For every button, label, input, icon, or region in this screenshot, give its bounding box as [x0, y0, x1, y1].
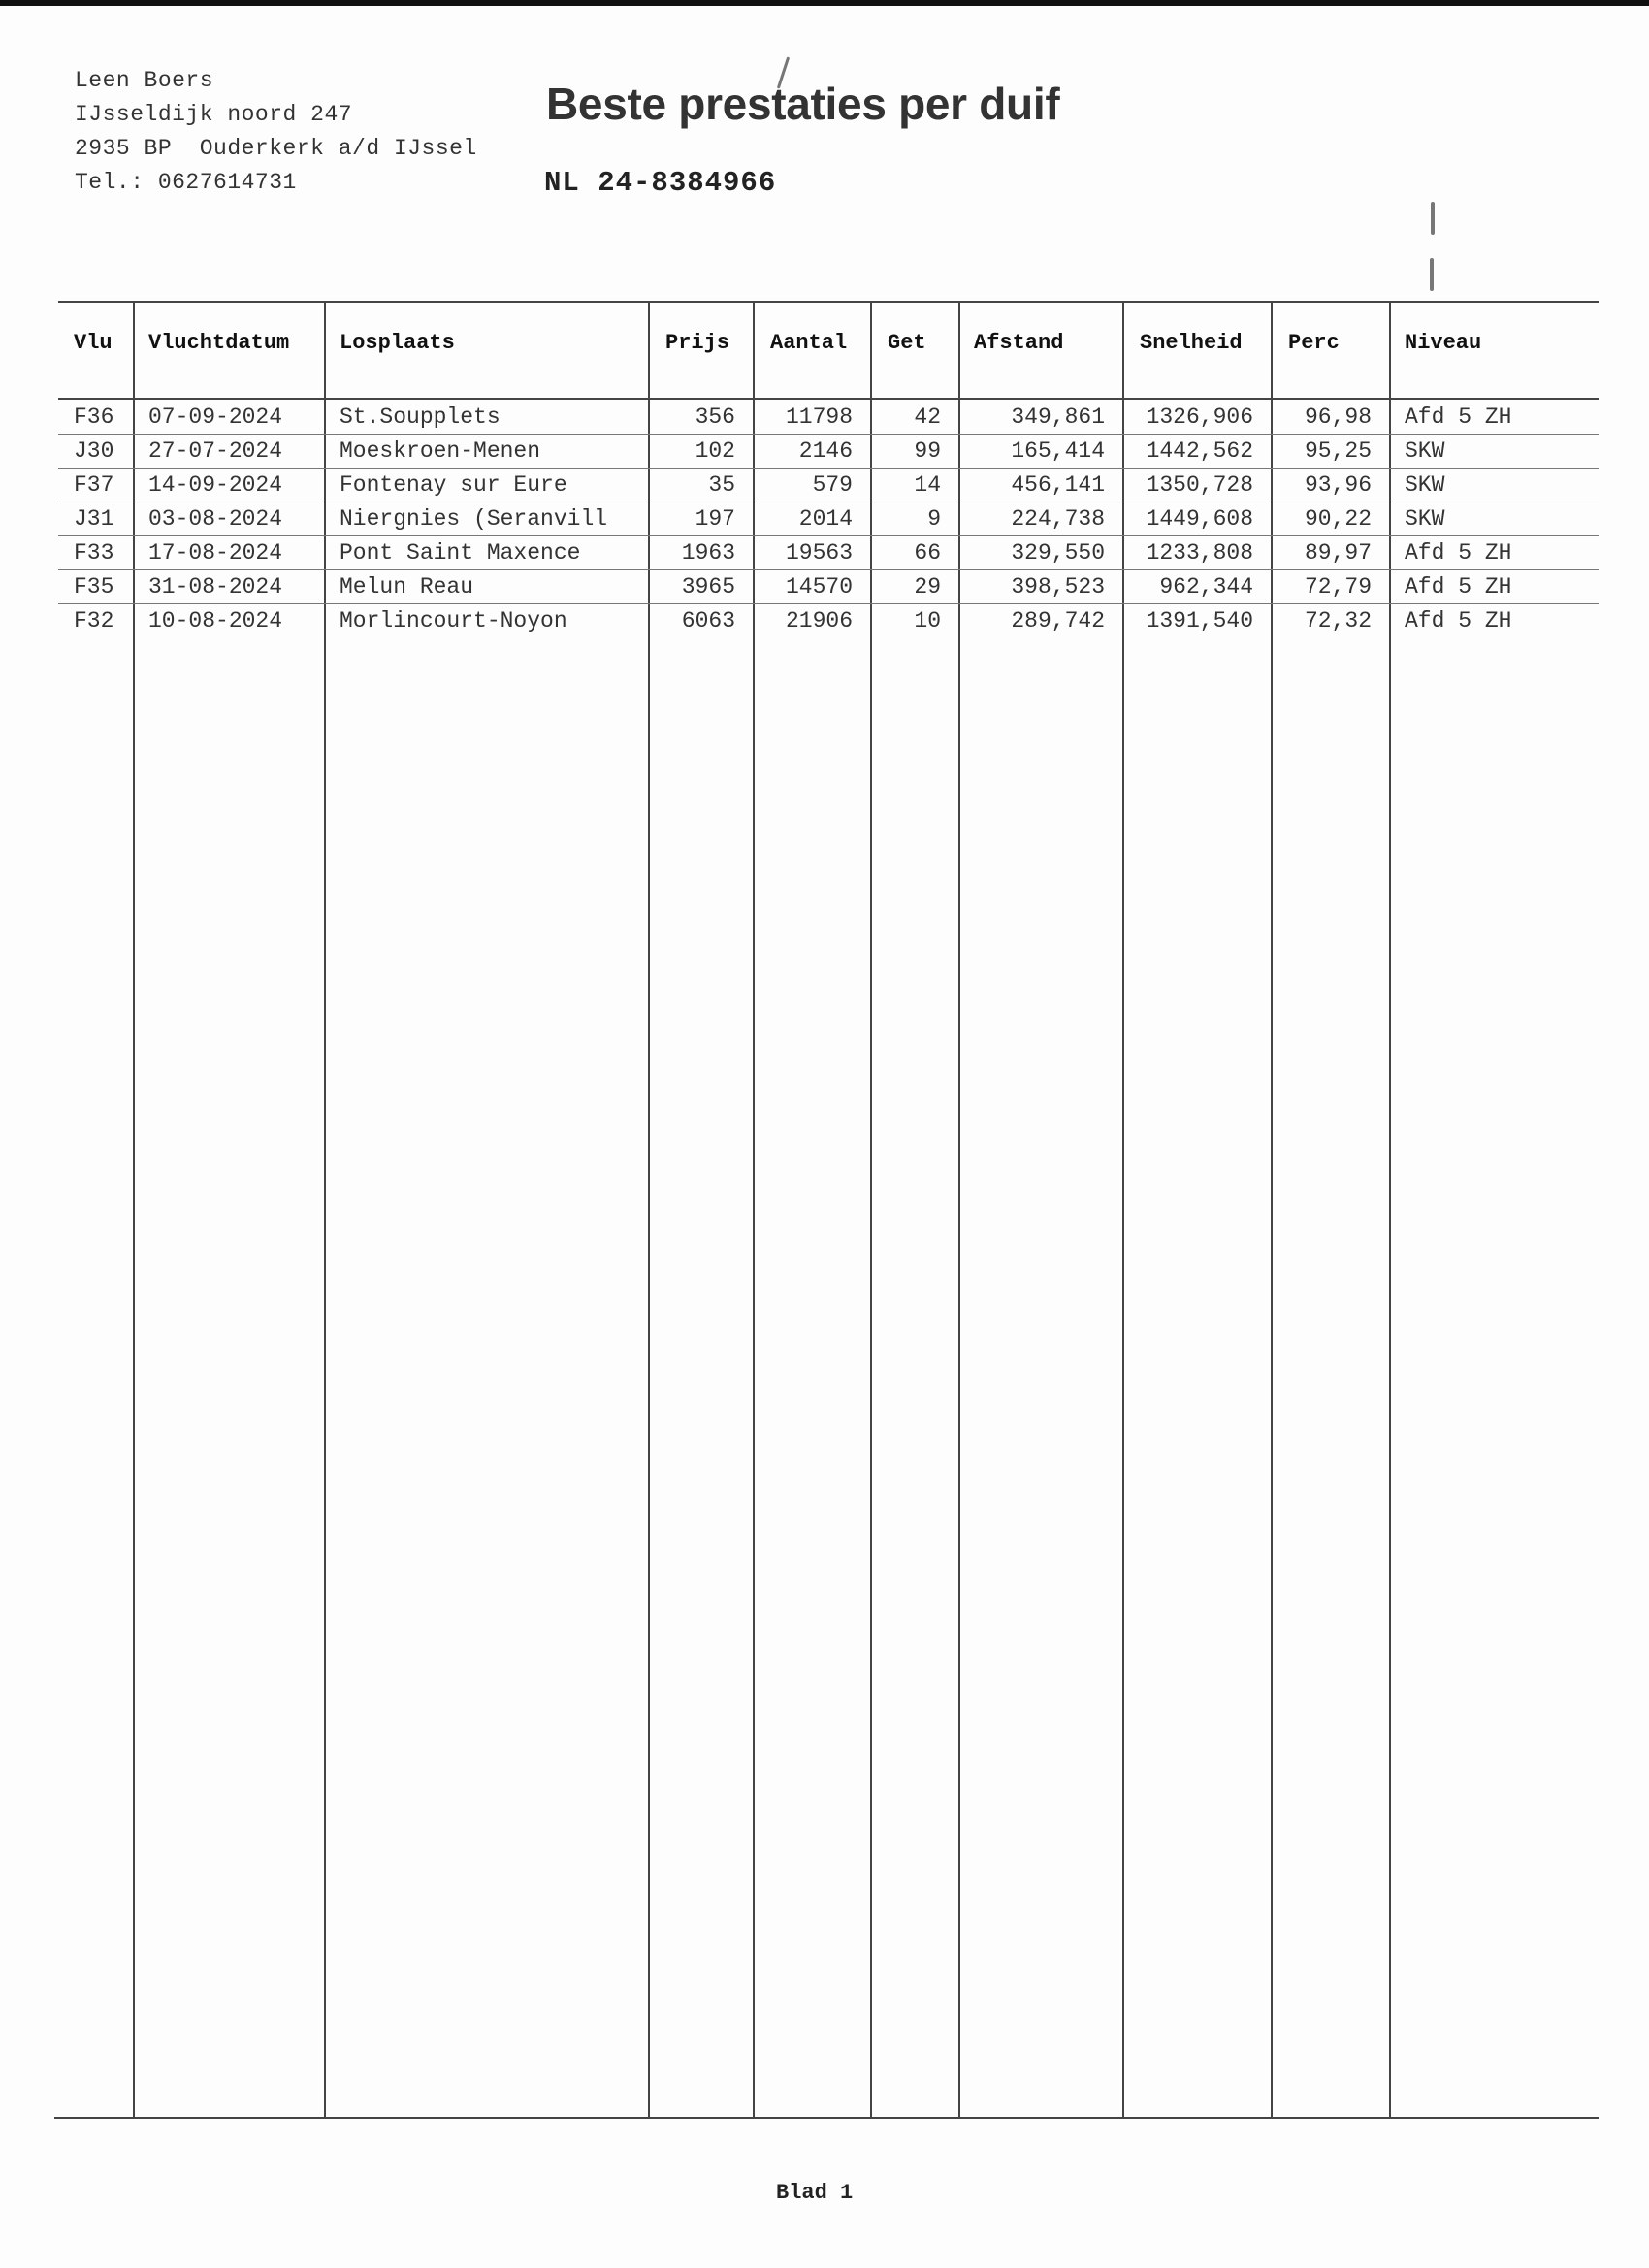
scan-top-edge	[0, 0, 1649, 6]
cell-snelheid: 1449,608	[1146, 506, 1253, 532]
cell-afstand: 224,738	[1011, 506, 1105, 532]
cell-afstand: 289,742	[1011, 608, 1105, 633]
cell-snelheid: 1350,728	[1146, 472, 1253, 498]
cell-perc: 90,22	[1304, 506, 1372, 532]
cell-losplaats: Melun Reau	[340, 574, 474, 599]
cell-vlu: F33	[74, 540, 114, 566]
cell-aantal: 19563	[785, 540, 853, 566]
cell-prijs: 102	[695, 438, 735, 464]
row-separator	[58, 434, 1599, 435]
cell-aantal: 2014	[798, 506, 853, 532]
cell-snelheid: 1391,540	[1146, 608, 1253, 633]
table-row	[58, 603, 1599, 637]
cell-perc: 95,25	[1304, 438, 1372, 464]
column-divider	[1271, 301, 1273, 2117]
cell-prijs: 1963	[681, 540, 735, 566]
cell-get: 42	[914, 405, 941, 430]
header-aantal: Aantal	[770, 331, 848, 355]
cell-get: 66	[914, 540, 941, 566]
cell-prijs: 197	[695, 506, 735, 532]
table-row	[58, 535, 1599, 569]
cell-aantal: 579	[812, 472, 853, 498]
cell-afstand: 398,523	[1011, 574, 1105, 599]
cell-aantal: 11798	[785, 405, 853, 430]
cell-perc: 96,98	[1304, 405, 1372, 430]
header-prijs: Prijs	[665, 331, 730, 355]
cell-niveau: Afd 5 ZH	[1405, 405, 1512, 430]
table-top-border	[58, 301, 1599, 303]
cell-vlu: F35	[74, 574, 114, 599]
column-divider	[1122, 301, 1124, 2117]
cell-prijs: 35	[708, 472, 735, 498]
row-separator	[58, 603, 1599, 604]
cell-snelheid: 962,344	[1159, 574, 1253, 599]
table-row	[58, 502, 1599, 535]
page-title: Beste prestaties per duif	[546, 79, 1060, 129]
header-snelheid: Snelheid	[1140, 331, 1243, 355]
cell-get: 29	[914, 574, 941, 599]
header-vlu: Vlu	[74, 331, 113, 355]
cell-vlu: F36	[74, 405, 114, 430]
column-divider	[133, 301, 135, 2117]
owner-name: Leen Boers	[75, 68, 214, 93]
cell-get: 14	[914, 472, 941, 498]
header-get: Get	[888, 331, 926, 355]
cell-get: 99	[914, 438, 941, 464]
cell-aantal: 2146	[798, 438, 853, 464]
cell-prijs: 356	[695, 405, 735, 430]
cell-niveau: SKW	[1405, 472, 1445, 498]
cell-aantal: 14570	[785, 574, 853, 599]
cell-vlu: F37	[74, 472, 114, 498]
cell-aantal: 21906	[785, 608, 853, 633]
cell-snelheid: 1326,906	[1146, 405, 1253, 430]
cell-perc: 72,32	[1304, 608, 1372, 633]
cell-losplaats: Fontenay sur Eure	[340, 472, 567, 498]
cell-vlu: J30	[74, 438, 114, 464]
cell-afstand: 456,141	[1011, 472, 1105, 498]
cell-prijs: 6063	[681, 608, 735, 633]
table-row	[58, 468, 1599, 502]
table-row	[58, 400, 1599, 434]
row-separator	[58, 468, 1599, 469]
cell-vluchtdatum: 07-09-2024	[148, 405, 283, 430]
cell-vluchtdatum: 31-08-2024	[148, 574, 283, 599]
cell-vluchtdatum: 03-08-2024	[148, 506, 283, 532]
cell-snelheid: 1442,562	[1146, 438, 1253, 464]
header-afstand: Afstand	[974, 331, 1064, 355]
header-bottom-border	[58, 398, 1599, 400]
staple-mark	[1431, 202, 1435, 235]
cell-vluchtdatum: 17-08-2024	[148, 540, 283, 566]
cell-vluchtdatum: 14-09-2024	[148, 472, 283, 498]
header-vluchtdatum: Vluchtdatum	[148, 331, 290, 355]
cell-losplaats: Pont Saint Maxence	[340, 540, 581, 566]
table-bottom-border	[54, 2117, 1599, 2119]
owner-city: 2935 BP Ouderkerk a/d IJssel	[75, 136, 477, 161]
cell-vluchtdatum: 10-08-2024	[148, 608, 283, 633]
column-divider	[958, 301, 960, 2117]
owner-street: IJsseldijk noord 247	[75, 102, 353, 127]
cell-losplaats: St.Soupplets	[340, 405, 501, 430]
column-divider	[753, 301, 755, 2117]
cell-niveau: SKW	[1405, 438, 1445, 464]
row-separator	[58, 569, 1599, 570]
staple-mark	[1430, 258, 1434, 291]
cell-niveau: Afd 5 ZH	[1405, 540, 1512, 566]
cell-get: 9	[927, 506, 941, 532]
cell-afstand: 349,861	[1011, 405, 1105, 430]
cell-afstand: 329,550	[1011, 540, 1105, 566]
cell-prijs: 3965	[681, 574, 735, 599]
cell-perc: 93,96	[1304, 472, 1372, 498]
cell-niveau: Afd 5 ZH	[1405, 574, 1512, 599]
cell-snelheid: 1233,808	[1146, 540, 1253, 566]
cell-losplaats: Niergnies (Seranvill	[340, 506, 608, 532]
column-divider	[1389, 301, 1391, 2117]
cell-perc: 89,97	[1304, 540, 1372, 566]
cell-losplaats: Morlincourt-Noyon	[340, 608, 567, 633]
column-divider	[648, 301, 650, 2117]
cell-afstand: 165,414	[1011, 438, 1105, 464]
owner-phone: Tel.: 0627614731	[75, 170, 297, 195]
cell-vluchtdatum: 27-07-2024	[148, 438, 283, 464]
cell-vlu: F32	[74, 608, 114, 633]
header-losplaats: Losplaats	[340, 331, 455, 355]
header-perc: Perc	[1288, 331, 1340, 355]
cell-niveau: Afd 5 ZH	[1405, 608, 1512, 633]
ring-number: NL 24-8384966	[544, 167, 777, 199]
column-divider	[870, 301, 872, 2117]
row-separator	[58, 535, 1599, 536]
cell-losplaats: Moeskroen-Menen	[340, 438, 541, 464]
table-row	[58, 434, 1599, 468]
cell-perc: 72,79	[1304, 574, 1372, 599]
table-row	[58, 569, 1599, 603]
column-divider	[324, 301, 326, 2117]
owner-address	[75, 64, 477, 200]
cell-niveau: SKW	[1405, 506, 1445, 532]
cell-vlu: J31	[74, 506, 114, 532]
header-niveau: Niveau	[1405, 331, 1482, 355]
cell-get: 10	[914, 608, 941, 633]
page-number: Blad 1	[776, 2181, 854, 2205]
